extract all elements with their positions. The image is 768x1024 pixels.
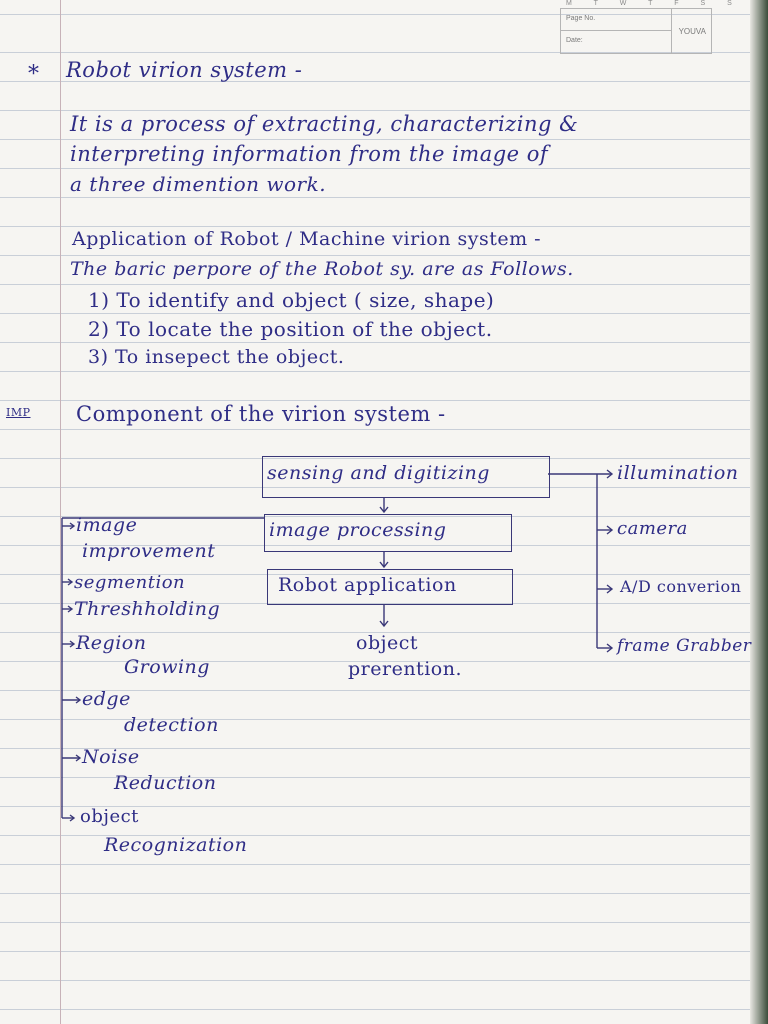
weekday-row: M T W T F S S <box>566 0 742 7</box>
left-item-object: object <box>80 806 139 827</box>
left-item-thresholding: Threshholding <box>74 598 221 620</box>
application-item-2: 2) To locate the position of the object. <box>88 317 493 341</box>
left-item-noise: Noise <box>82 746 140 768</box>
left-item-image: image <box>76 514 138 536</box>
date-label: Date: <box>566 37 583 44</box>
page-no-label: Page No. <box>566 15 596 22</box>
processing-box-label: image processing <box>269 519 447 541</box>
output-line-2: prerention. <box>348 658 462 680</box>
left-item-region: Region <box>76 632 147 654</box>
right-item-ad-conversion: A/D converion <box>620 577 742 596</box>
right-item-camera: camera <box>617 518 688 539</box>
left-item-growing: Growing <box>124 656 210 678</box>
left-item-detection: detection <box>124 714 219 736</box>
left-item-recognization: Recognization <box>104 834 248 856</box>
application-item-1: 1) To identify and object ( size, shape) <box>88 288 495 312</box>
left-item-segmentation: segmention <box>74 572 186 593</box>
application-heading: Application of Robot / Machine virion system - <box>72 228 542 250</box>
definition-line-2: interpreting information from the image of <box>70 142 549 166</box>
application-box-label: Robot application <box>278 574 457 596</box>
definition-line-3: a three dimention work. <box>70 172 327 196</box>
sensing-box-label: sensing and digitizing <box>267 462 490 484</box>
right-item-frame-grabber: frame Grabber <box>617 636 752 656</box>
right-item-illumination: illumination <box>617 462 739 484</box>
components-heading: Component of the virion system - <box>76 402 446 426</box>
application-item-3: 3) To insepect the object. <box>88 346 345 368</box>
imp-marker: IMP <box>6 406 31 419</box>
left-item-reduction: Reduction <box>114 772 217 794</box>
output-line-1: object <box>356 632 419 654</box>
definition-line-1: It is a process of extracting, characterizing & <box>70 112 579 136</box>
left-item-improvement: improvement <box>82 540 216 562</box>
left-item-edge: edge <box>82 688 131 710</box>
application-intro: The baric perpore of the Robot sy. are as Follows. <box>70 258 574 280</box>
title-bullet: * <box>28 62 40 87</box>
page-title: Robot virion system - <box>66 58 303 82</box>
brand-logo: YOUVA <box>678 27 706 36</box>
